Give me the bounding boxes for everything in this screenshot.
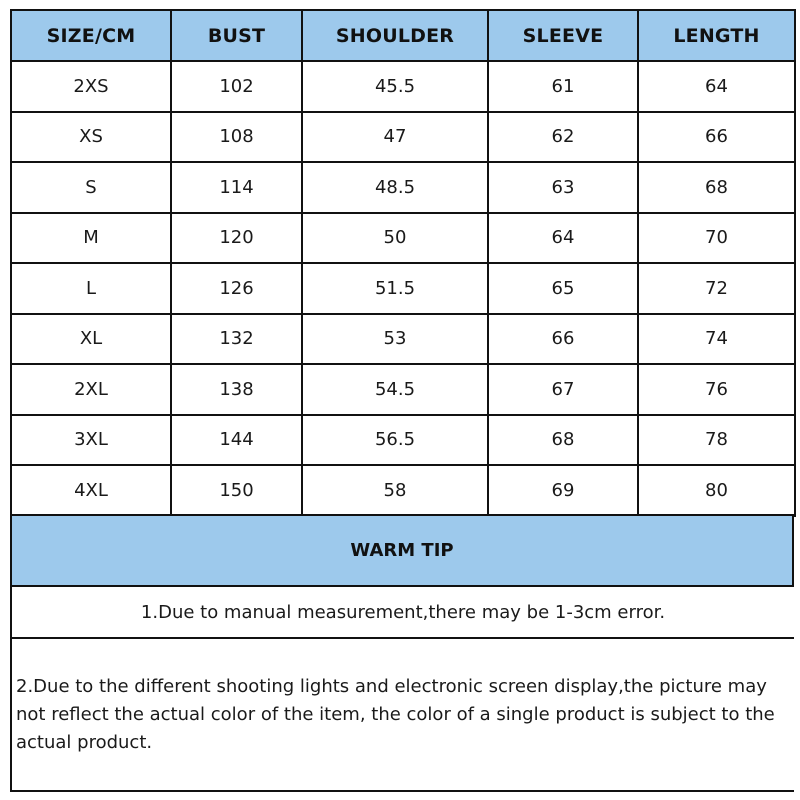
table-row bbox=[11, 213, 795, 264]
shoulder-cell: 56.5 bbox=[302, 415, 488, 466]
length-cell: 64 bbox=[638, 61, 795, 112]
size-cell: 4XL bbox=[11, 465, 171, 516]
length-cell: 70 bbox=[638, 213, 795, 264]
sleeve-cell: 63 bbox=[488, 162, 638, 213]
sleeve-cell: 61 bbox=[488, 61, 638, 112]
length-cell: 68 bbox=[638, 162, 795, 213]
warm-tip-heading: WARM TIP bbox=[10, 514, 794, 587]
sleeve-cell: 66 bbox=[488, 314, 638, 365]
table-row bbox=[11, 263, 795, 314]
table-row bbox=[11, 465, 795, 516]
bust-cell: 108 bbox=[171, 112, 302, 163]
size-cell: XS bbox=[11, 112, 171, 163]
length-cell: 78 bbox=[638, 415, 795, 466]
size-cell: 3XL bbox=[11, 415, 171, 466]
length-cell: 72 bbox=[638, 263, 795, 314]
table-row bbox=[11, 112, 795, 163]
size-cell: L bbox=[11, 263, 171, 314]
header-size: SIZE/CM bbox=[11, 10, 171, 61]
bust-cell: 114 bbox=[171, 162, 302, 213]
length-cell: 66 bbox=[638, 112, 795, 163]
sleeve-cell: 62 bbox=[488, 112, 638, 163]
size-cell: M bbox=[11, 213, 171, 264]
shoulder-cell: 51.5 bbox=[302, 263, 488, 314]
table-row bbox=[11, 415, 795, 466]
length-cell: 74 bbox=[638, 314, 795, 365]
bust-cell: 144 bbox=[171, 415, 302, 466]
sleeve-cell: 64 bbox=[488, 213, 638, 264]
header-shoulder: SHOULDER bbox=[302, 10, 488, 61]
bust-cell: 102 bbox=[171, 61, 302, 112]
bust-cell: 126 bbox=[171, 263, 302, 314]
shoulder-cell: 53 bbox=[302, 314, 488, 365]
warm-tip-measurement-note: 1.Due to manual measurement,there may be 1-3cm error. bbox=[10, 587, 794, 639]
shoulder-cell: 50 bbox=[302, 213, 488, 264]
size-cell: XL bbox=[11, 314, 171, 365]
size-cell: S bbox=[11, 162, 171, 213]
size-chart-table bbox=[10, 9, 796, 517]
shoulder-cell: 58 bbox=[302, 465, 488, 516]
sleeve-cell: 68 bbox=[488, 415, 638, 466]
length-cell: 76 bbox=[638, 364, 795, 415]
shoulder-cell: 45.5 bbox=[302, 61, 488, 112]
bust-cell: 138 bbox=[171, 364, 302, 415]
size-cell: 2XL bbox=[11, 364, 171, 415]
shoulder-cell: 54.5 bbox=[302, 364, 488, 415]
bust-cell: 150 bbox=[171, 465, 302, 516]
header-sleeve: SLEEVE bbox=[488, 10, 638, 61]
warm-tip-color-note: 2.Due to the different shooting lights and electronic screen display,the picture may not reflect the actual color of the item, the color of a single product is subject to the actual product. bbox=[10, 639, 794, 792]
table-row bbox=[11, 364, 795, 415]
table-row bbox=[11, 314, 795, 365]
table-row bbox=[11, 61, 795, 112]
sleeve-cell: 65 bbox=[488, 263, 638, 314]
sleeve-cell: 69 bbox=[488, 465, 638, 516]
header-row bbox=[11, 10, 795, 61]
size-table-body bbox=[11, 61, 795, 516]
table-row bbox=[11, 162, 795, 213]
size-cell: 2XS bbox=[11, 61, 171, 112]
bust-cell: 132 bbox=[171, 314, 302, 365]
shoulder-cell: 47 bbox=[302, 112, 488, 163]
header-bust: BUST bbox=[171, 10, 302, 61]
header-length: LENGTH bbox=[638, 10, 795, 61]
length-cell: 80 bbox=[638, 465, 795, 516]
bust-cell: 120 bbox=[171, 213, 302, 264]
shoulder-cell: 48.5 bbox=[302, 162, 488, 213]
sleeve-cell: 67 bbox=[488, 364, 638, 415]
